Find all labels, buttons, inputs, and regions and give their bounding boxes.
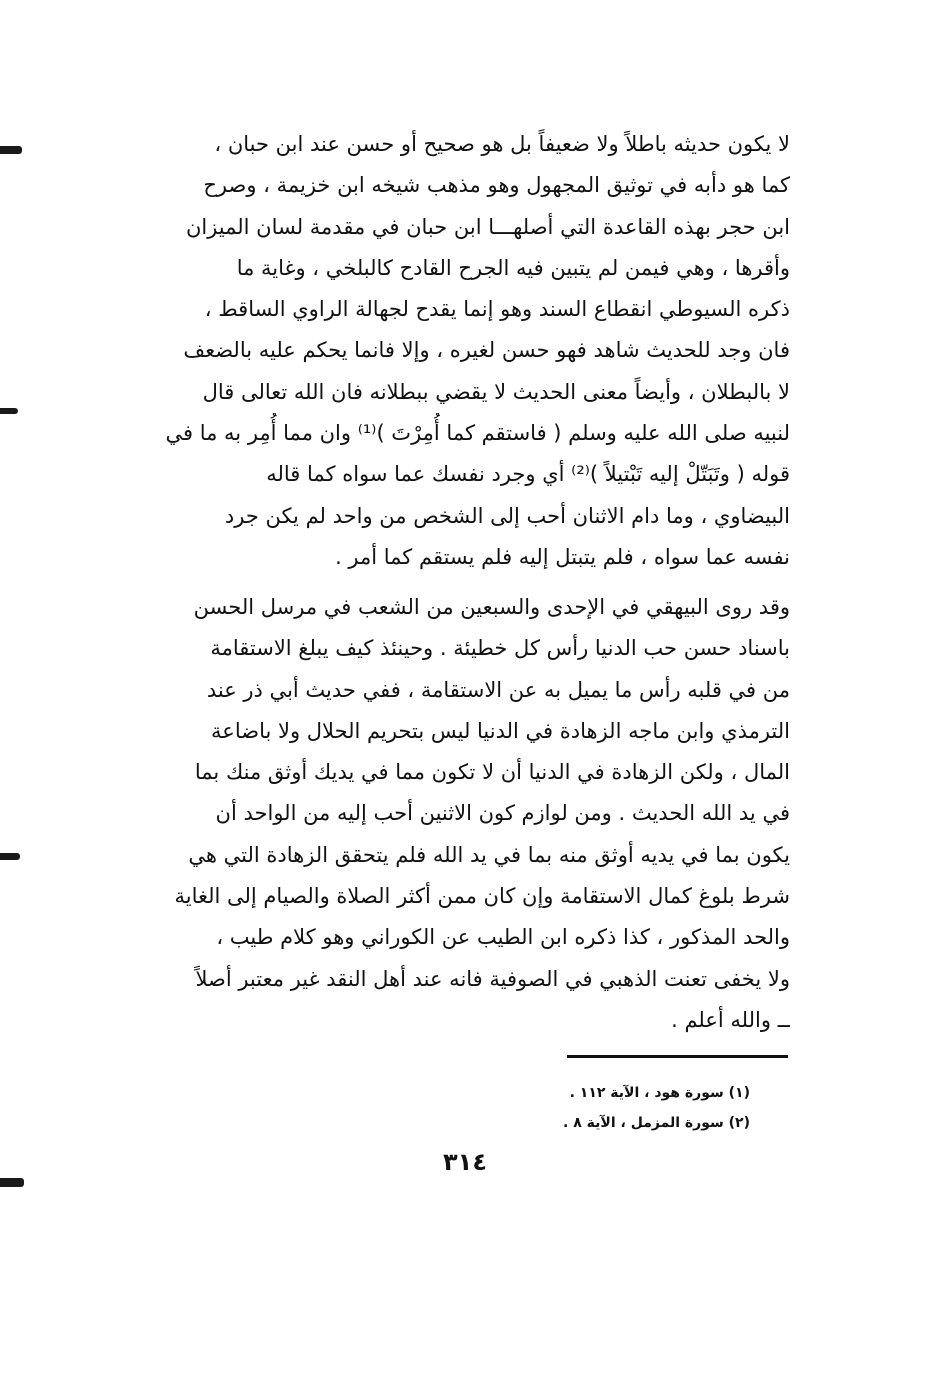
text-line: فان وجد للحديث شاهد فهو حسن لغيره ، وإلا فانما يحكم عليه بالضعف: [183, 338, 790, 363]
scan-edge-mark: [0, 408, 18, 414]
text-line: المال ، ولكن الزهادة في الدنيا أن لا تكون مما في يديك أوثق منك بما: [194, 760, 790, 785]
page-number: ٣١٤: [443, 1148, 487, 1176]
text-line: في يد الله الحديث . ومن لوازم كون الاثنين أحب إليه من الواحد أن: [215, 801, 790, 826]
text-line: كما هو دأبه في توثيق المجهول وهو مذهب شيخه ابن خزيمة ، وصرح: [203, 173, 790, 198]
text-line: باسناد حسن حب الدنيا رأس كل خطيئة . وحينئذ كيف يبلغ الاستقامة: [210, 636, 790, 661]
text-line: لا يكون حديثه باطلاً ولا ضعيفاً بل هو صحيح أو حسن عند ابن حبان ،: [214, 132, 790, 156]
text-line: شرط بلوغ كمال الاستقامة وإن كان ممن أكثر الصلاة والصيام إلى الغاية: [174, 884, 790, 909]
text-line: وقد روى البيهقي في الإحدى والسبعين من الشعب في مرسل الحسن: [193, 595, 790, 619]
text-line: نفسه عما سواه ، فلم يتبتل إليه فلم يستقم كما أمر .: [335, 544, 790, 569]
scan-edge-mark: [0, 146, 22, 154]
text-line: ابن حجر بهذه القاعدة التي أصلهـــا ابن حبان في مقدمة لسان الميزان: [185, 214, 790, 239]
text-line: ــ والله أعلم .: [671, 1007, 790, 1032]
text-line: لا بالبطلان ، وأيضاً معنى الحديث لا يقضي ببطلانه فان الله تعالى قال: [202, 379, 790, 404]
text-line: يكون بما في يديه أوثق منه بما في يد الله فلم يتحقق الزهادة التي هي: [188, 842, 790, 867]
text-line: وأقرها ، وهي فيمن لم يتبين فيه الجرح القادح كالبلخي ، وغاية ما: [236, 255, 790, 280]
text-line: قوله ( وتَبَتّلْ إليه تَبْتيلاً )⁽²⁾ أي وجرد نفسك عما سواه كما قاله: [266, 462, 790, 487]
footnote-1: (١) سورة هود ، الآية ١١٢ .: [569, 1085, 750, 1101]
text-line: ولا يخفى تعنت الذهبي في الصوفية فانه عند أهل النقد غير معتبر أصلاً: [195, 966, 790, 991]
text-line: البيضاوي ، وما دام الاثنان أحب إلى الشخص من واحد لم يكن جرد: [224, 503, 790, 528]
text-line: الترمذي وابن ماجه الزهادة في الدنيا ليس بتحريم الحلال ولا باضاعة: [211, 718, 790, 743]
body-paragraph-1: [128, 124, 790, 578]
scan-edge-mark: [0, 853, 20, 860]
body-paragraph-2: [128, 587, 790, 1041]
scan-edge-mark: [0, 1178, 24, 1187]
text-line: من في قلبه رأس ما يميل به عن الاستقامة ، ففي حديث أبي ذر عند: [206, 677, 790, 702]
footnote-separator: [567, 1055, 788, 1058]
text-line: والحد المذكور ، كذا ذكره ابن الطيب عن الكوراني وهو كلام طيب ،: [216, 925, 790, 950]
footnote-2: (٢) سورة المزمل ، الآية ٨ .: [563, 1115, 750, 1131]
footnotes: [400, 1078, 750, 1138]
text-line: لنبيه صلى الله عليه وسلم ( فاستقم كما أُمِرْتَ )⁽¹⁾ وان مما أُمِر به ما في: [165, 421, 790, 446]
text-line: ذكره السيوطي انقطاع السند وهو إنما يقدح لجهالة الراوي الساقط ،: [204, 297, 790, 322]
